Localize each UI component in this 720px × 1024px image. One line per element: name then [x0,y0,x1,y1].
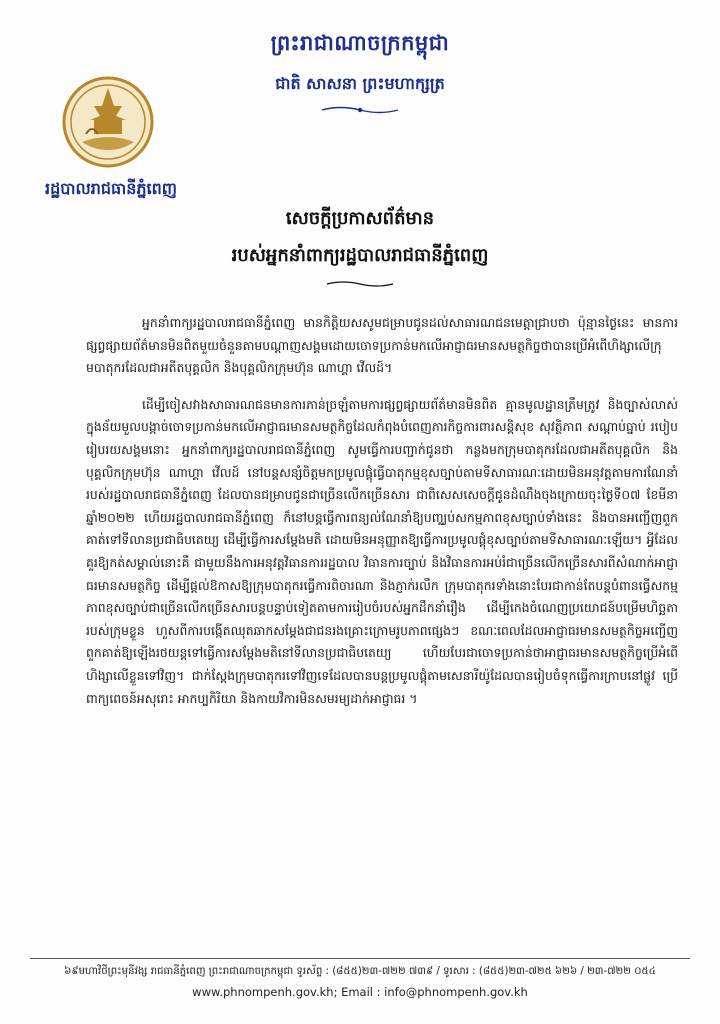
announcement-body [86,312,678,724]
footer [30,962,690,1002]
paragraph-2: ដើម្បីចៀសវាងសាធារណជនមានការភាន់ច្រឡំតាមការផ្សព្វផ្សាយព័ត៌មានមិនពិត គ្មានមូលដ្ឋានត្រឹមត្រូវ និងច្បាស់លាស់ ក្នុងន័យមួលបង្កាច់ចោទប្រកាន់មកលើអាជ្ញាធរមានសមត្ថកិច្ចដែលកំពុងបំពេញភារកិច្ចការពារសន្តិសុខ សុវត្ថិភាព សណ្តាប់ធ្នាប់ របៀបរៀបរយសង្គមនោះ អ្នកនាំពាក្យរដ្ឋបាលរាជធានីភ្នំពេញ សូមធ្វើការបញ្ជាក់ជូនថា កន្លងមកក្រុមបាតុករដែលជាអតីតបុគ្គលិក និងបុគ្គលិកក្រុមហ៊ុន ណាហ្គា វើលដ៍ នៅបន្តសន្សំចិត្តមកប្រមូលផ្តុំធ្វើបាតុកម្មខុសច្បាប់តាមទីសាធារណៈដោយមិនអនុវត្តតាមការណែនាំរបស់រដ្ឋបាលរាជធានីភ្នំពេញ ដែលបានជម្រាបជូនជាច្រើនលើកច្រើនសារ ជាពិសេសសេចក្តីជូនដំណឹងចុងក្រោយចុះថ្ងៃទី០៧ ខែមីនា ឆ្នាំ២០២២ ហើយរដ្ឋបាលរាជធានីភ្នំពេញ ក៏នៅបន្តធ្វើការពន្យល់ណែនាំឱ្យបញ្ឈប់សកម្មភាពខុសច្បាប់ទាំងនេះ និងបានអញ្ជើញពួកគាត់ទៅទីលានប្រជាធិបតេយ្យ ដើម្បីធ្វើការសម្តែងមតិ ដោយមិនអនុញ្ញាតឱ្យធ្វើការប្រមូលផ្តុំខុសច្បាប់តាមទីសាធារណៈឡើយ។ អ្វីដែលគួរឱ្យកត់សម្គាល់នោះគឺ ជាមួយនឹងការអនុវត្តវិធានការរដ្ឋបាល វិធានការច្បាប់ និងវិធានការអប់រំជាច្រើនលើកច្រើនសារពីសំណាក់អាជ្ញាធរមានសមត្ថកិច្ច ដើម្បីផ្តល់ឱកាសឱ្យក្រុមបាតុករធ្វើការពិចារណា និងភ្ញាក់រលឹក ក្រុមបាតុករទាំងនោះបែរជាកាន់តែបន្តបំពានធ្វើសកម្មភាពខុសច្បាប់ជាច្រើនលើកច្រើនសារបន្តបន្ទាប់ទៀតតាមការរៀបចំរបស់អ្នកដឹកនាំរឿង ដើម្បីកេងចំណេញប្រយោជន៍បម្រើមហិច្ឆតារបស់ក្រុមខ្លួន ហួសពីការបង្កើតឈុតឆាកសម្តែងជាជនរងគ្រោះក្រោមរូបភាពផ្សេងៗ ខណៈពេលដែលអាជ្ញាធរមានសមត្ថកិច្ចអញ្ជើញពួកគាត់ឱ្យឡើងរថយន្តទៅធ្វើការសម្តែងមតិនៅទីលានប្រជាធិបតេយ្យ ហើយបែរជាចោទប្រកាន់ថាអាជ្ញាធរមានសមត្ថកិច្ចប្រើអំពើហិង្សាលើខ្លួនទៅវិញ។ ជាក់ស្តែងក្រុមបាតុករទៅវិញទេដែលបានបន្តប្រមូលផ្តុំតាមសេនារីយ៉ូដែលបានរៀបចំទុកធ្វើការក្រាបនៅផ្លូវ ប្រើពាក្យពេចន៍អសុរោះ អាកប្បកិរិយា និងកាយវិការមិនសមរម្យដាក់អាជ្ញាធរ ។ [86,396,678,706]
paragraph-1: អ្នកនាំពាក្យរដ្ឋបាលរាជធានីភ្នំពេញ មានកិត្តិយសសូមជម្រាបជូនដល់សាធារណជនមេត្តាជ្រាបថា ប៉ុន្មានថ្ងៃនេះ មានការផ្សព្វផ្សាយព័ត៌មានមិនពិតមួយចំនួនតាមបណ្តាញសង្គមដោយចោទប្រកាន់មកលើអាជ្ញាធរមានសមត្ថកិច្ចថាបានប្រើអំពើហិង្សាលើក្រុមបាតុករដែលជាអតីតបុគ្គលិក និងបុគ្គលិកក្រុមហ៊ុន ណាហ្គា វើលដ៍។ [86,315,678,376]
ornament-divider [320,105,400,115]
kingdom-name: ព្រះរាជាណាចក្រកម្ពុជា [270,30,450,55]
issuer-name: រដ្ឋបាលរាជធានីភ្នំពេញ [44,179,178,198]
phnom-penh-seal-logo [62,76,154,168]
footer-divider [30,958,690,959]
document-title [0,206,720,292]
title-line-1: សេចក្តីប្រកាសព័ត៌មាន [285,208,435,229]
title-ornament [325,280,395,288]
footer-website-email: www.phnompenh.gov.kh; Email : info@phnompenh.gov.kh [192,985,528,999]
national-motto: ជាតិ សាសនា ព្រះមហាក្សត្រ [275,74,445,93]
title-line-2: របស់អ្នកនាំពាក្យរដ្ឋបាលរាជធានីភ្នំពេញ [231,245,489,266]
footer-address: ៦៩មហាវិថីព្រះមុនីវង្ស រាជធានីភ្នំពេញ ព្រះរាជាណាចក្រកម្ពុជា ទូរស័ព្ទ : (៨៥៥)២៣-៧២២ ៧៣៩ / ទូរសារ : (៨៥៥)២៣-៧២៥ ៦២៦ / ២៣-៧២២ ០៥៤ [64,966,656,977]
